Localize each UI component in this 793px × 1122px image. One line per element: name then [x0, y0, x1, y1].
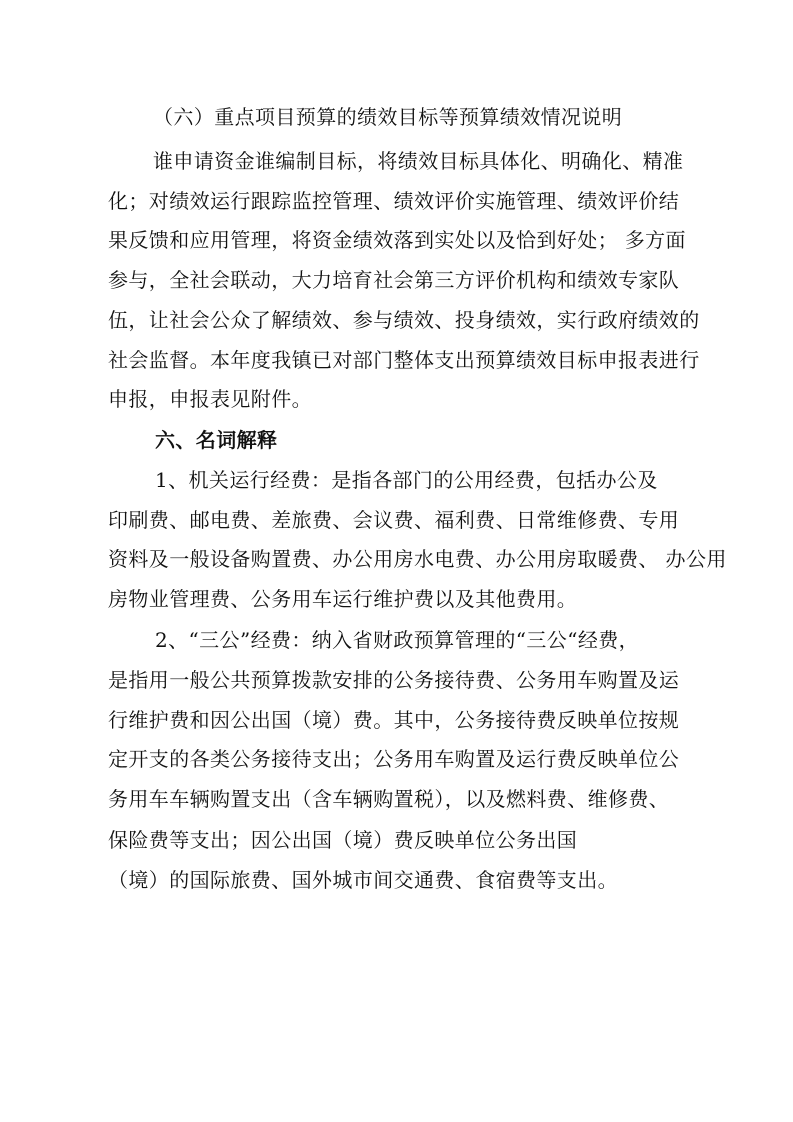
paragraph-line: 行维护费和因公出国（境）费。其中，公务接待费反映单位按规 — [108, 708, 680, 732]
paragraph-line: 社会监督。本年度我镇已对部门整体支出预算绩效目标申报表进行 — [108, 348, 700, 372]
paragraph-line: 谁申请资金谁编制目标，将绩效目标具体化、明确化、精准 — [153, 149, 684, 173]
section-heading: 六、名词解释 — [155, 428, 278, 452]
paragraph-line: 参与，全社会联动，大力培育社会第三方评价机构和绩效专家队 — [108, 268, 680, 292]
subsection-heading: （六）重点项目预算的绩效目标等预算绩效情况说明 — [153, 105, 623, 129]
paragraph-line: 2、“三公”经费：纳入省财政预算管理的“三公“经费， — [155, 628, 640, 652]
paragraph-line: 伍，让社会公众了解绩效、参与绩效、投身绩效，实行政府绩效的 — [108, 308, 700, 332]
paragraph-line: 定开支的各类公务接待支出；公务用车购置及运行费反映单位公 — [108, 747, 680, 771]
paragraph-line: 果反馈和应用管理，将资金绩效落到实处以及恰到好处； 多方面 — [108, 228, 686, 252]
paragraph-line: 印刷费、邮电费、差旅费、会议费、福利费、日常维修费、专用 — [108, 508, 680, 532]
paragraph-line: 1、机关运行经费：是指各部门的公用经费，包括办公及 — [155, 468, 658, 492]
paragraph-line: 资料及一般设备购置费、办公用房水电费、办公用房取暖费、 办公用 — [108, 547, 727, 571]
paragraph-line: 化；对绩效运行跟踪监控管理、绩效评价实施管理、绩效评价结 — [108, 189, 680, 213]
paragraph-line: 是指用一般公共预算拨款安排的公务接待费、公务用车购置及运 — [108, 668, 680, 692]
paragraph-line: 务用车车辆购置支出（含车辆购置税），以及燃料费、维修费、 — [108, 787, 670, 811]
paragraph-line: （境）的国际旅费、国外城市间交通费、食宿费等支出。 — [108, 868, 618, 892]
paragraph-line: 申报，申报表见附件。 — [108, 387, 312, 411]
paragraph-line: 房物业管理费、公务用车运行维护费以及其他费用。 — [108, 587, 578, 611]
paragraph-line: 保险费等支出；因公出国（境）费反映单位公务出国 — [108, 828, 578, 852]
